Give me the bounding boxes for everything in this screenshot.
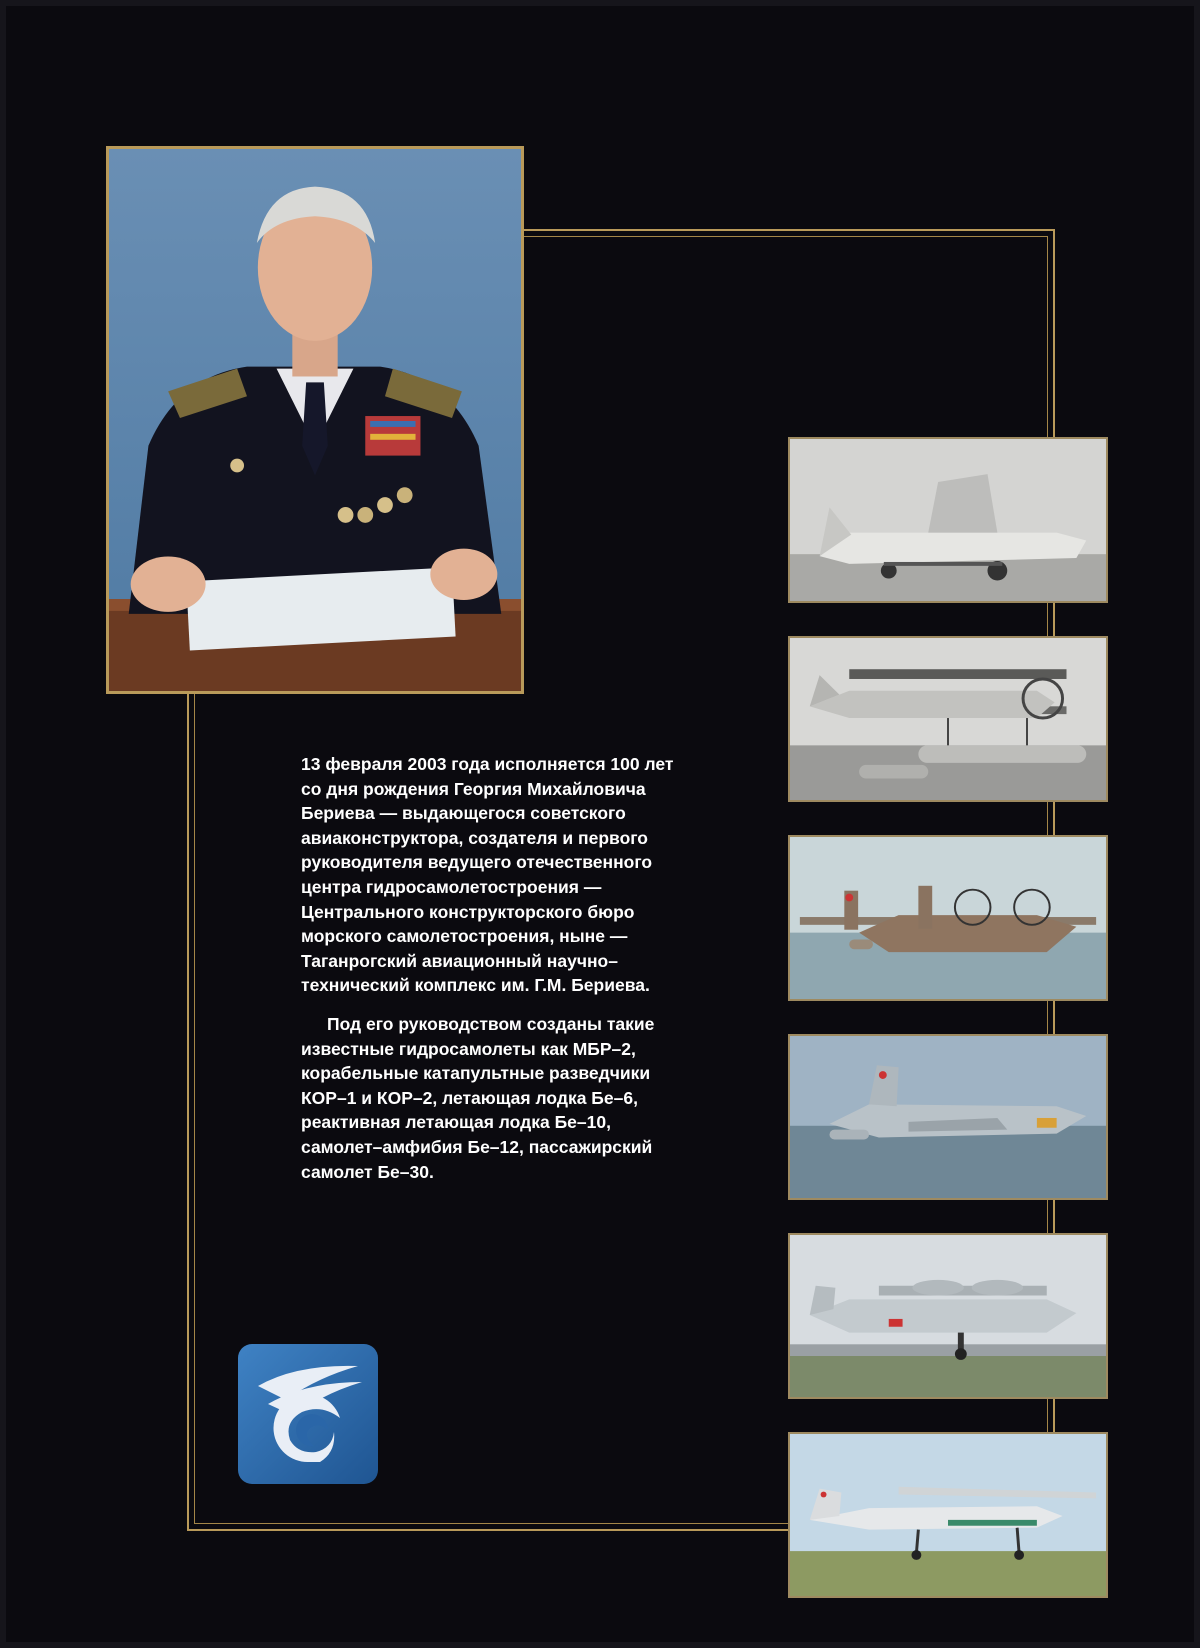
portrait-photo xyxy=(106,146,524,694)
text-line: 13 февраля 2003 года исполняется 100 лет xyxy=(301,754,674,774)
text-line: технический комплекс им. Г.М. Бериева. xyxy=(301,975,650,996)
text-line: руководителя ведущего отечественного xyxy=(301,852,653,873)
text-line: Центрального конструкторского бюро xyxy=(301,901,635,922)
paragraph-1 xyxy=(301,752,751,998)
text-line: Под его руководством созданы такие xyxy=(327,1013,655,1034)
amphibian-be12-photo xyxy=(788,1233,1108,1399)
seaplane-on-cart-photo xyxy=(788,437,1108,603)
text-line: Бериева — выдающегося советского xyxy=(301,803,626,824)
jet-flying-boat-be10-photo xyxy=(788,1034,1108,1200)
text-line: авиаконструктора, создателя и первого xyxy=(301,827,649,848)
beriev-logo xyxy=(236,1342,380,1486)
text-line: самолет Бе–30. xyxy=(301,1161,434,1182)
text-line: самолет–амфибия Бе–12, пассажирский xyxy=(301,1136,653,1157)
text-line: морского самолетостроения, ныне — xyxy=(301,926,628,947)
flying-boat-be6-photo xyxy=(788,835,1108,1001)
passenger-plane-be30-photo xyxy=(788,1432,1108,1598)
text-line: центра гидросамолетостроения — xyxy=(301,876,602,897)
text-line: КОР–1 и КОР–2, летающая лодка Бе–6, xyxy=(301,1087,638,1108)
text-line: известные гидросамолеты как МБР–2, xyxy=(301,1038,636,1059)
paragraph-2 xyxy=(301,1012,751,1184)
biography-text xyxy=(301,752,751,1184)
text-line: со дня рождения Георгия Михайловича xyxy=(301,778,646,799)
text-line: реактивная летающая лодка Бе–10, xyxy=(301,1112,611,1133)
biplane-on-floats-photo xyxy=(788,636,1108,802)
text-line: Таганрогский авиационный научно– xyxy=(301,950,618,971)
text-line: корабельные катапультные разведчики xyxy=(301,1063,651,1084)
